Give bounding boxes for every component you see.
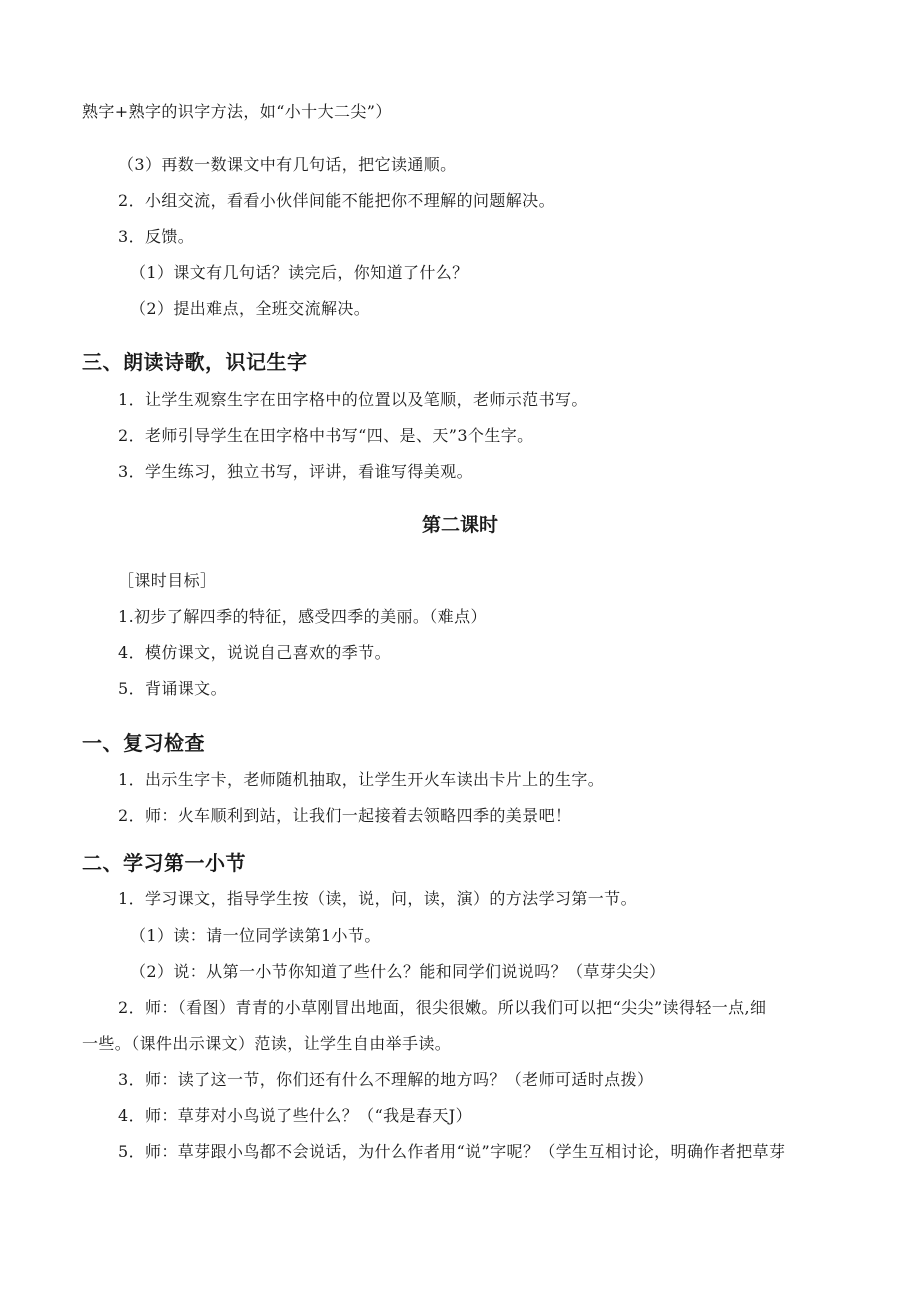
text-line: （1）课文有几句话？读完后，你知道了什么？ bbox=[130, 263, 469, 282]
text-line: （2）提出难点，全班交流解决。 bbox=[130, 299, 371, 318]
text-line: 4．师：草芽对小鸟说了些什么？（“我是春天J） bbox=[118, 1106, 472, 1125]
text-line: 熟字+熟字的识字方法，如“小十大二尖”） bbox=[82, 102, 392, 121]
text-line: 5．背诵课文。 bbox=[118, 679, 227, 698]
lesson-title: 第二课时 bbox=[421, 514, 498, 536]
text-line: 2．师：（看图）青青的小草刚冒出地面，很尖很嫩。所以我们可以把“尖尖”读得轻一点,细 bbox=[118, 998, 767, 1017]
text-line: （3）再数一数课文中有几句话，把它读通顺。 bbox=[118, 155, 457, 174]
text-line: 2．师：火车顺利到站，让我们一起接着去领略四季的美景吧！ bbox=[118, 806, 572, 825]
text-line: 一些。（课件出示课文）范读，让学生自由举手读。 bbox=[82, 1034, 452, 1053]
section-heading: 三、朗读诗歌，识记生字 bbox=[82, 350, 308, 374]
text-line: 3．反馈。 bbox=[118, 227, 195, 246]
text-line: 1．让学生观察生字在田字格中的位置以及笔顺，老师示范书写。 bbox=[118, 390, 588, 409]
text-line: 5．师：草芽跟小鸟都不会说话，为什么作者用“说”字呢？（学生互相讨论，明确作者把草芽 bbox=[118, 1142, 786, 1161]
text-line: 3．学生练习，独立书写，评讲，看谁写得美观。 bbox=[118, 462, 473, 481]
section-heading: 一、复习检查 bbox=[82, 731, 205, 755]
text-line: （1）读：请一位同学读第1小节。 bbox=[130, 926, 381, 945]
section-heading: 二、学习第一小节 bbox=[82, 851, 246, 875]
text-line: 2．小组交流，看看小伙伴间能不能把你不理解的问题解决。 bbox=[118, 191, 555, 210]
text-line: 1．出示生字卡，老师随机抽取，让学生开火车读出卡片上的生字。 bbox=[118, 770, 605, 789]
text-line: （2）说：从第一小节你知道了些什么？能和同学们说说吗？（草芽尖尖） bbox=[130, 962, 666, 981]
text-line: ［课时目标］ bbox=[118, 571, 217, 590]
text-line: 1．学习课文，指导学生按（读，说，问，读，演）的方法学习第一节。 bbox=[118, 889, 637, 908]
text-line: 2．老师引导学生在田字格中书写“四、是、天”3个生字。 bbox=[118, 426, 534, 445]
text-line: 3．师：读了这一节，你们还有什么不理解的地方吗？（老师可适时点拨） bbox=[118, 1070, 654, 1089]
text-line: 1.初步了解四季的特征，感受四季的美丽。（难点） bbox=[118, 607, 487, 626]
text-line: 4．模仿课文，说说自己喜欢的季节。 bbox=[118, 643, 391, 662]
